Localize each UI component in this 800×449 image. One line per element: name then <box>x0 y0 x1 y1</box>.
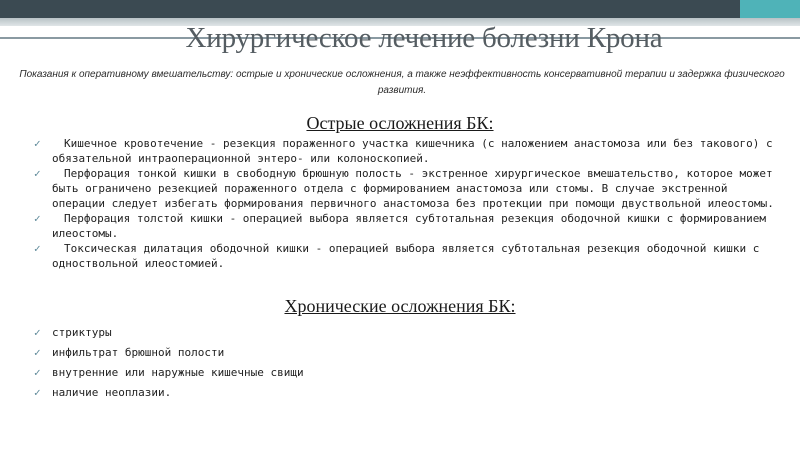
slide-subtitle: Показания к оперативному вмешательству: острые и хронические осложнения, а также неэффективность консервативной терапии и задержка физического развития. <box>19 69 785 96</box>
list-item: ✓ наличие неоплазии. <box>34 383 434 403</box>
header-band <box>0 0 800 18</box>
acute-heading: Острые осложнения БК: <box>306 113 494 133</box>
chronic-complications-list <box>34 323 434 403</box>
list-item: ✓ инфильтрат брюшной полости <box>34 343 434 363</box>
checkmark-bullet-icon: ✓ <box>34 326 41 339</box>
checkmark-bullet-icon: ✓ <box>34 167 41 180</box>
list-item: ✓ Перфорация толстой кишки - операцией выбора является субтотальная резекция ободочной кишки с формированием илеостомы. <box>34 212 766 240</box>
accent-block <box>740 0 800 18</box>
list-item: ✓ Кишечное кровотечение - резекция пораженного участка кишечника (с наложением анастомоза или без такового) с обязательной интраоперационной энтеро- или колоноскопией. <box>34 137 773 165</box>
checkmark-bullet-icon: ✓ <box>34 242 41 255</box>
checkmark-bullet-icon: ✓ <box>34 137 41 150</box>
acute-complications-list <box>34 136 784 271</box>
checkmark-bullet-icon: ✓ <box>34 366 41 379</box>
checkmark-bullet-icon: ✓ <box>34 346 41 359</box>
list-item: ✓ стриктуры <box>34 323 434 343</box>
list-item: ✓ Перфорация тонкой кишки в свободную брюшную полость - экстренное хирургическое вмешательство, которое может быть ограничено резекцией пораженного отдела с формированием анастомоза или стомы. В случае экстренной операции следует избегать формирования первичного анастомоза без протекции при помощи двуствольной илеостомы. <box>34 167 774 210</box>
slide-title: Хирургическое лечение болезни Крона <box>185 22 663 54</box>
chronic-heading: Хронические осложнения БК: <box>284 296 516 316</box>
checkmark-bullet-icon: ✓ <box>34 386 41 399</box>
list-item: ✓ Токсическая дилатация ободочной кишки - операцией выбора является субтотальная резекция ободочной кишки с одноствольной илеостомией. <box>34 242 760 270</box>
checkmark-bullet-icon: ✓ <box>34 212 41 225</box>
list-item: ✓ внутренние или наружные кишечные свищи <box>34 363 434 383</box>
